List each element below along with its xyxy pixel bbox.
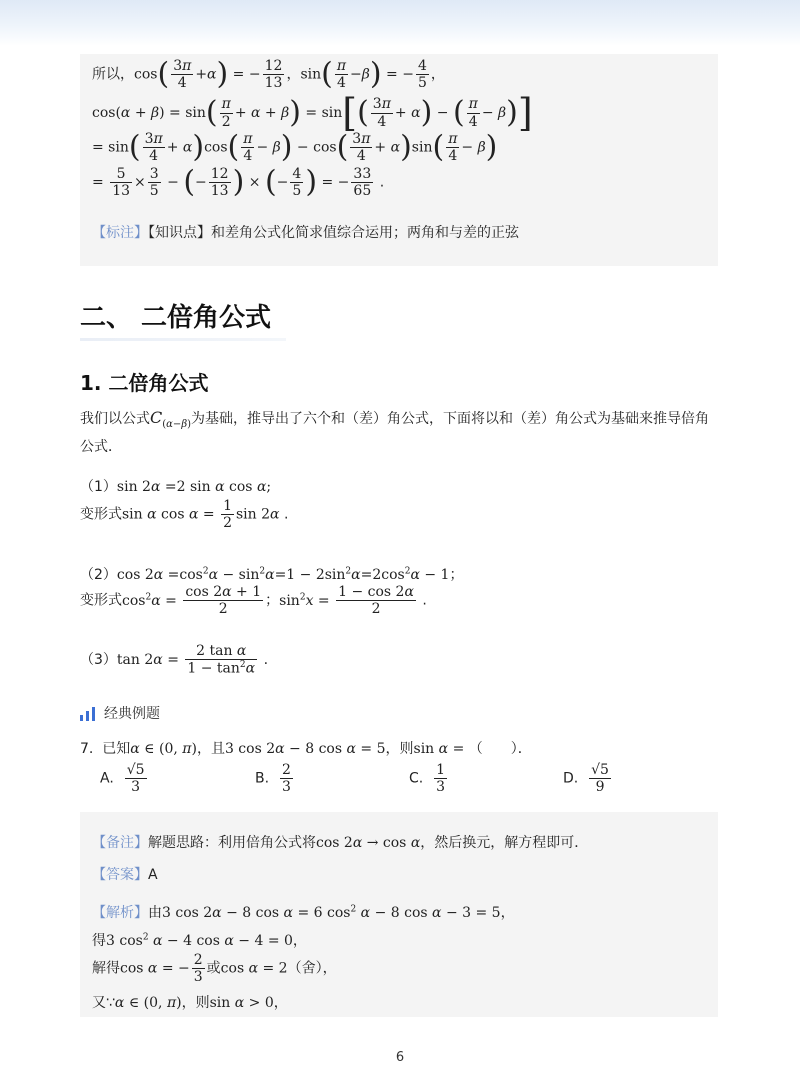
analysis-line-2: 得3 $\cos^2 \alpha - 4$ cos α − 4 = 0， — [92, 932, 307, 949]
option-d[interactable]: D. $\frac{√5}{9}$ — [563, 762, 609, 796]
bar-chart-icon — [80, 707, 96, 721]
analysis-line-1: 【解析】由3 cos 2α − 8 cos α = 6 $\cos^2 \alpha - 8$ cos α − 3 = 5， — [92, 904, 515, 921]
header-band — [0, 0, 800, 46]
math-line-1: 所以，cos( $\frac{3\pi}{4}$ +α) = − $\frac{12}{13}$ ，sin( $\frac{\pi}{4}$ −β) = − $\frac{4}{5}$ ， — [92, 56, 445, 92]
formula-2: （2）cos $2\alpha =\cos^2\alpha - \sin^2\alpha=1 - 2\sin^2\alpha=2\cos^2\alpha - 1$； — [80, 566, 464, 583]
question-stem: 7. 已知α ∈ (0, π)，且3 cos 2α − 8 cos α = 5，则sin α = （ ）． — [80, 741, 532, 757]
formula-1-variant: 变形式sin α cos α = $\frac{1}{2}$ sin 2α . — [80, 498, 289, 532]
analysis-line-4: 又∵α ∈ (0, π)，则sin α > 0， — [92, 995, 288, 1011]
math-line-2: cos(α + β) = sin( $\frac{\pi}{2}$ + α + β) = sin[( $\frac{3\pi}{4}$ + α) − ( $\frac{\pi}{4}$ − β)] — [92, 91, 533, 135]
intro-paragraph-cont: 公式． — [80, 439, 122, 455]
note-tag: 【标注】 — [92, 225, 148, 241]
option-c[interactable]: C. $\frac{1}{3}$ — [409, 762, 446, 796]
option-b[interactable]: B. $\frac{2}{3}$ — [255, 762, 291, 796]
option-a[interactable]: A. $\frac{√5}{3}$ — [100, 762, 145, 796]
section-heading: 二、 二倍角公式 — [80, 303, 272, 333]
page-number: 6 — [395, 1050, 405, 1065]
analysis-line-3: 解得cos α = − $\frac{2}{3}$ 或cos α = 2（舍）， — [92, 952, 337, 986]
formula-1: （1）sin 2α =2 sin α cos α; — [80, 479, 272, 495]
solution-box — [80, 54, 718, 266]
answer-box — [80, 812, 718, 1017]
answer-line: 【答案】A — [92, 867, 158, 883]
formula-3: （3）tan 2α = $\frac{\text{2 tan α}}{1 - \tan^2\alpha}$ . — [80, 643, 269, 677]
formula-2-variant: 变形式$\cos^2\alpha$ = $\frac{\cos 2\alpha + 1}{2}$ ；$\sin^2x$ = $\frac{1 - \cos 2\alpha}{2}$ . — [80, 584, 427, 618]
note-line — [92, 222, 519, 242]
answer-value: A — [148, 867, 158, 883]
note-text: 【知识点】和差角公式化简求值综合运用；两角和与差的正弦 — [148, 225, 519, 241]
subsection-heading: 1. 二倍角公式 — [80, 371, 209, 395]
example-label: 经典例题 — [80, 703, 160, 723]
intro-paragraph: 我们以公式$C_{(\alpha-\beta)}$为基础，推导出了六个和（差）角公式，下面将以和（差）角公式为基础来推导倍角 — [80, 408, 709, 430]
math-line-3: = sin( $\frac{3\pi}{4}$ + α)cos( $\frac{\pi}{4}$ − β) − cos( $\frac{3\pi}{4}$ + α)sin( $\frac{\pi}{4}$ − β) — [92, 129, 498, 165]
remark-line: 【备注】解题思路：利用倍角公式将cos 2α → cos α，然后换元，解方程即可． — [92, 835, 589, 851]
heading-underline — [80, 338, 286, 341]
math-line-4: = $\frac{5}{13}$ × $\frac{3}{5}$ − (− $\frac{12}{13}$ ) × (− $\frac{4}{5}$ ) = − $\frac{33}{65}$ . — [92, 164, 385, 200]
